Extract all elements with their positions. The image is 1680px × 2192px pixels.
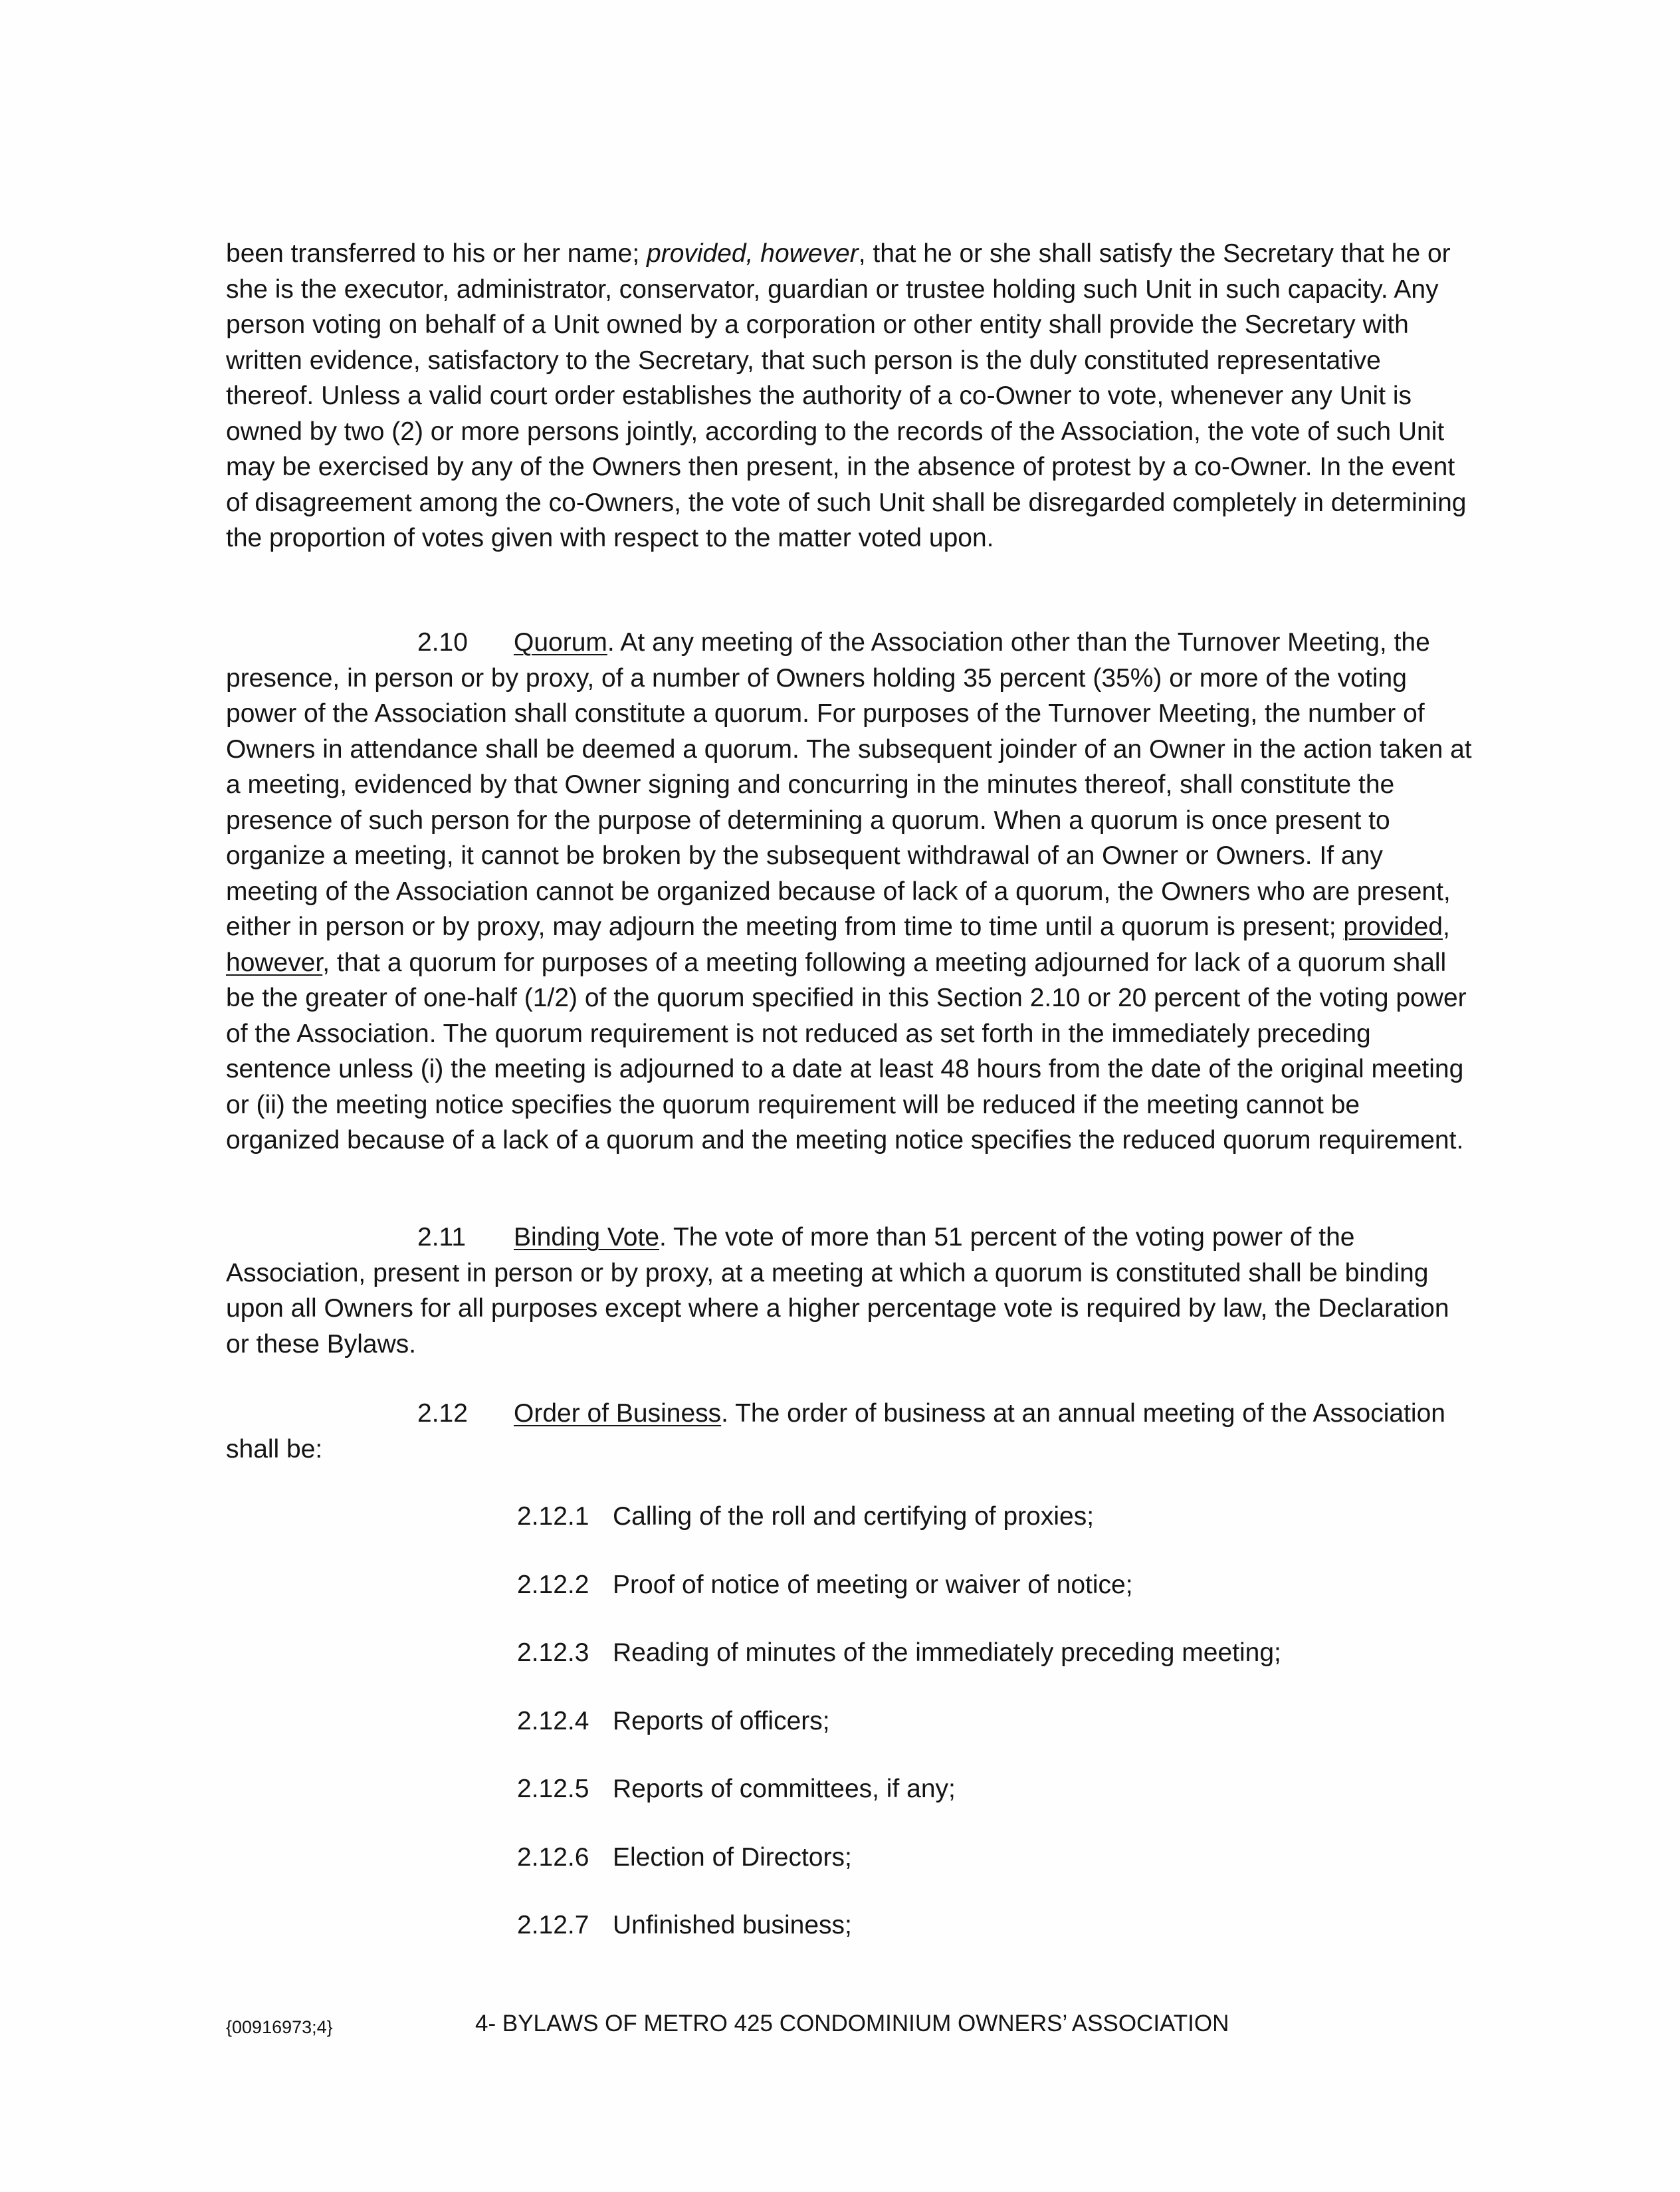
list-item-text: Proof of notice of meeting or waiver of notice;: [613, 1570, 1133, 1599]
list-item-text: Unfinished business;: [613, 1911, 852, 1939]
list-item-number: 2.12.2: [517, 1570, 589, 1599]
footer-page-title: 4- BYLAWS OF METRO 425 CONDOMINIUM OWNERS’ ASSOCIATION: [475, 2011, 1229, 2036]
list-item: [517, 1908, 1281, 1976]
section-2-10-text1: . At any meeting of the Association other than the Turnover Meeting, the presence, in person or by proxy, of a number of Owners holding 35 percent (35%) or more of the voting power of the Association shall constitute a quorum. For purposes of the Turnover Meeting, the number of Owners in attendance shall be deemed a quorum. The subsequent joinder of an Owner in the action taken at a meeting, evidenced by that Owner signing and concurring in the minutes thereof, shall constitute the presence of such person for the purpose of determining a quorum. When a quorum is once present to organize a meeting, it cannot be broken by the subsequent withdrawal of an Owner or Owners. If any meeting of the Association cannot be organized because of lack of a quorum, the Owners who are present, either in person or by proxy, may adjourn the meeting from time to time until a quorum is present;: [226, 628, 1472, 941]
section-2-11-paragraph: [226, 1220, 1472, 1362]
list-item-text: Reading of minutes of the immediately preceding meeting;: [613, 1638, 1281, 1667]
list-item-number: 2.12.7: [517, 1911, 589, 1939]
continuation-italic-proviso: provided, however: [647, 239, 859, 268]
section-2-10-text2: , that a quorum for purposes of a meeting following a meeting adjourned for lack of a quorum shall be the greater of one-half (1/2) of the quorum specified in this Section 2.10 or 20 percent of the voting power of the Association. The quorum requirement is not reduced as set forth in the immediately preceding sentence unless (i) the meeting is adjourned to a date at least 48 hours from the date of the original meeting or (ii) the meeting notice specifies the quorum requirement will be reduced if the meeting cannot be organized because of a lack of a quorum and the meeting notice specifies the reduced quorum requirement.: [226, 948, 1467, 1154]
continuation-text-part1: been transferred to his or her name;: [226, 239, 647, 268]
list-item-number: 2.12.3: [517, 1638, 589, 1667]
list-item: [517, 1840, 1281, 1908]
continuation-paragraph: [226, 236, 1472, 556]
section-2-12-text: . The order of business at an annual meeting of the Association shall be:: [226, 1399, 1445, 1464]
list-item-text: Reports of committees, if any;: [613, 1775, 956, 1803]
section-2-10-number: 2.10: [417, 628, 468, 657]
list-item-text: Calling of the roll and certifying of proxies;: [613, 1502, 1095, 1531]
list-item: [517, 1567, 1281, 1636]
section-2-12-heading: Order of Business: [514, 1399, 722, 1428]
section-2-10-heading: Quorum: [514, 628, 607, 657]
section-2-11-heading: Binding Vote: [514, 1223, 660, 1252]
section-2-10-paragraph: [226, 625, 1472, 1158]
continuation-text-part2: , that he or she shall satisfy the Secretary that he or she is the executor, administrator, conservator, guardian or trustee holding such Unit in such capacity. Any person voting on behalf of a Unit owned by a corporation or other entity shall provide the Secretary with written evidence, satisfactory to the Secretary, that such person is the duly constituted representative thereof. Unless a valid court order establishes the authority of a co-Owner to vote, whenever any Unit is owned by two (2) or more persons jointly, according to the records of the Association, the vote of such Unit may be exercised by any of the Owners then present, in the absence of protest by a co-Owner. In the event of disagreement among the co-Owners, the vote of such Unit shall be disregarded completely in determining the proportion of votes given with respect to the matter voted upon.: [226, 239, 1467, 552]
list-item: [517, 1635, 1281, 1703]
footer-document-id: {00916973;4}: [226, 2017, 333, 2037]
list-item-number: 2.12.4: [517, 1706, 589, 1735]
list-item: [517, 1771, 1281, 1840]
list-item-text: Reports of officers;: [613, 1706, 830, 1735]
section-2-10-separator: ,: [1443, 913, 1450, 941]
list-item-number: 2.12.1: [517, 1502, 589, 1531]
list-item: [517, 1703, 1281, 1772]
list-item-number: 2.12.6: [517, 1842, 589, 1872]
list-item: [517, 1499, 1281, 1567]
order-of-business-list: [517, 1499, 1281, 1976]
section-2-12-number: 2.12: [417, 1399, 468, 1428]
section-2-10-underline-provided: provided: [1343, 913, 1443, 941]
section-2-11-number: 2.11: [417, 1223, 467, 1252]
list-item-text: Election of Directors;: [613, 1842, 852, 1872]
section-2-11-text: . The vote of more than 51 percent of the voting power of the Association, present in person or by proxy, at a meeting at which a quorum is constituted shall be binding upon all Owners for all purposes except where a higher percentage vote is required by law, the Declaration or these Bylaws.: [226, 1223, 1449, 1359]
section-2-10-underline-however: however: [226, 948, 323, 977]
list-item-number: 2.12.5: [517, 1775, 589, 1803]
section-2-12-paragraph: [226, 1396, 1472, 1467]
